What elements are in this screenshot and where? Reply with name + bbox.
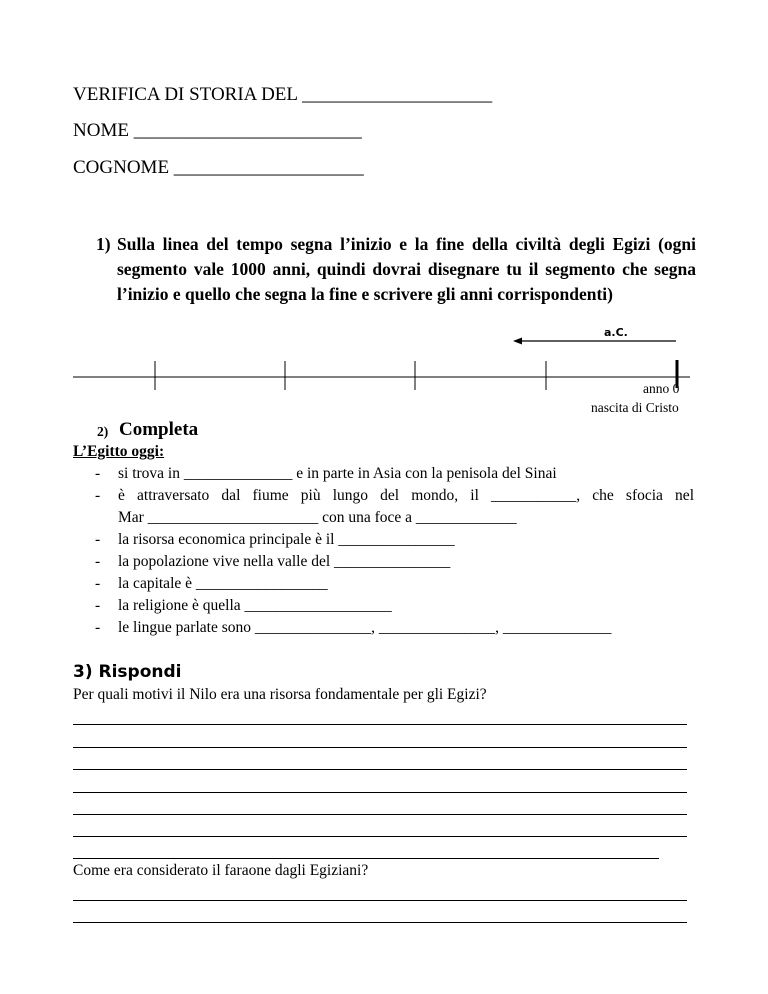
list-item[interactable]: la popolazione vive nella valle del _______________ <box>118 553 451 570</box>
answer-line[interactable] <box>73 747 687 748</box>
surname-line[interactable]: COGNOME ____________________ <box>73 157 364 178</box>
bullet-dash: - <box>95 531 101 548</box>
question-3-prompt-2: Come era considerato il faraone dagli Egiziani? <box>73 862 369 879</box>
answer-line[interactable] <box>73 769 687 770</box>
answer-line[interactable] <box>73 792 687 793</box>
answer-line[interactable] <box>73 836 687 837</box>
bullet-dash: - <box>95 465 101 482</box>
bullet-dash: - <box>95 619 101 636</box>
list-item[interactable]: la religione è quella ___________________ <box>118 597 392 614</box>
event-label: nascita di Cristo <box>591 400 679 415</box>
answer-line[interactable] <box>73 814 687 815</box>
list-item[interactable]: è attraversato dal fiume più lungo del mondo, il ___________, che sfocia nel <box>118 487 694 504</box>
answer-line[interactable] <box>73 858 659 859</box>
list-item[interactable]: si trova in ______________ e in parte in Asia con la penisola del Sinai <box>118 465 557 482</box>
answer-line[interactable] <box>73 900 687 901</box>
title-line: VERIFICA DI STORIA DEL ____________________ <box>73 84 493 105</box>
question-2-number: 2) <box>97 424 109 439</box>
question-2-title: Completa <box>119 419 199 440</box>
list-item-continuation[interactable]: Mar ______________________ con una foce a _____________ <box>118 509 517 526</box>
bullet-dash: - <box>95 575 101 592</box>
list-item[interactable]: le lingue parlate sono _______________, _______________, ______________ <box>118 619 612 636</box>
answer-line[interactable] <box>73 922 687 923</box>
question-1 <box>96 232 696 307</box>
list-item[interactable]: la capitale è _________________ <box>118 575 328 592</box>
answer-line[interactable] <box>73 724 687 725</box>
list-item[interactable]: la risorsa economica principale è il _______________ <box>118 531 455 548</box>
direction-label: a.C. <box>604 326 628 339</box>
arrow-left-icon <box>513 338 522 345</box>
question-2-subtitle: L’Egitto oggi: <box>73 443 165 460</box>
bullet-dash: - <box>95 553 101 570</box>
question-3-title: 3) Rispondi <box>73 662 182 682</box>
question-3-prompt-1: Per quali motivi il Nilo era una risorsa fondamentale per gli Egizi? <box>73 686 487 703</box>
year-zero-label: anno 0 <box>643 381 680 396</box>
bullet-dash: - <box>95 597 101 614</box>
bullet-dash: - <box>95 487 101 504</box>
name-line[interactable]: NOME ________________________ <box>73 120 362 141</box>
question-1-number: 1) <box>96 234 111 254</box>
question-1-text: Sulla linea del tempo segna l’inizio e la fine della civiltà degli Egizi (ogni segmento vale 1000 anni, quindi dovrai disegnare tu il segmento che segna l’inizio e quello che segna la fine e scrivere gli anni corrispondenti) <box>117 234 696 304</box>
